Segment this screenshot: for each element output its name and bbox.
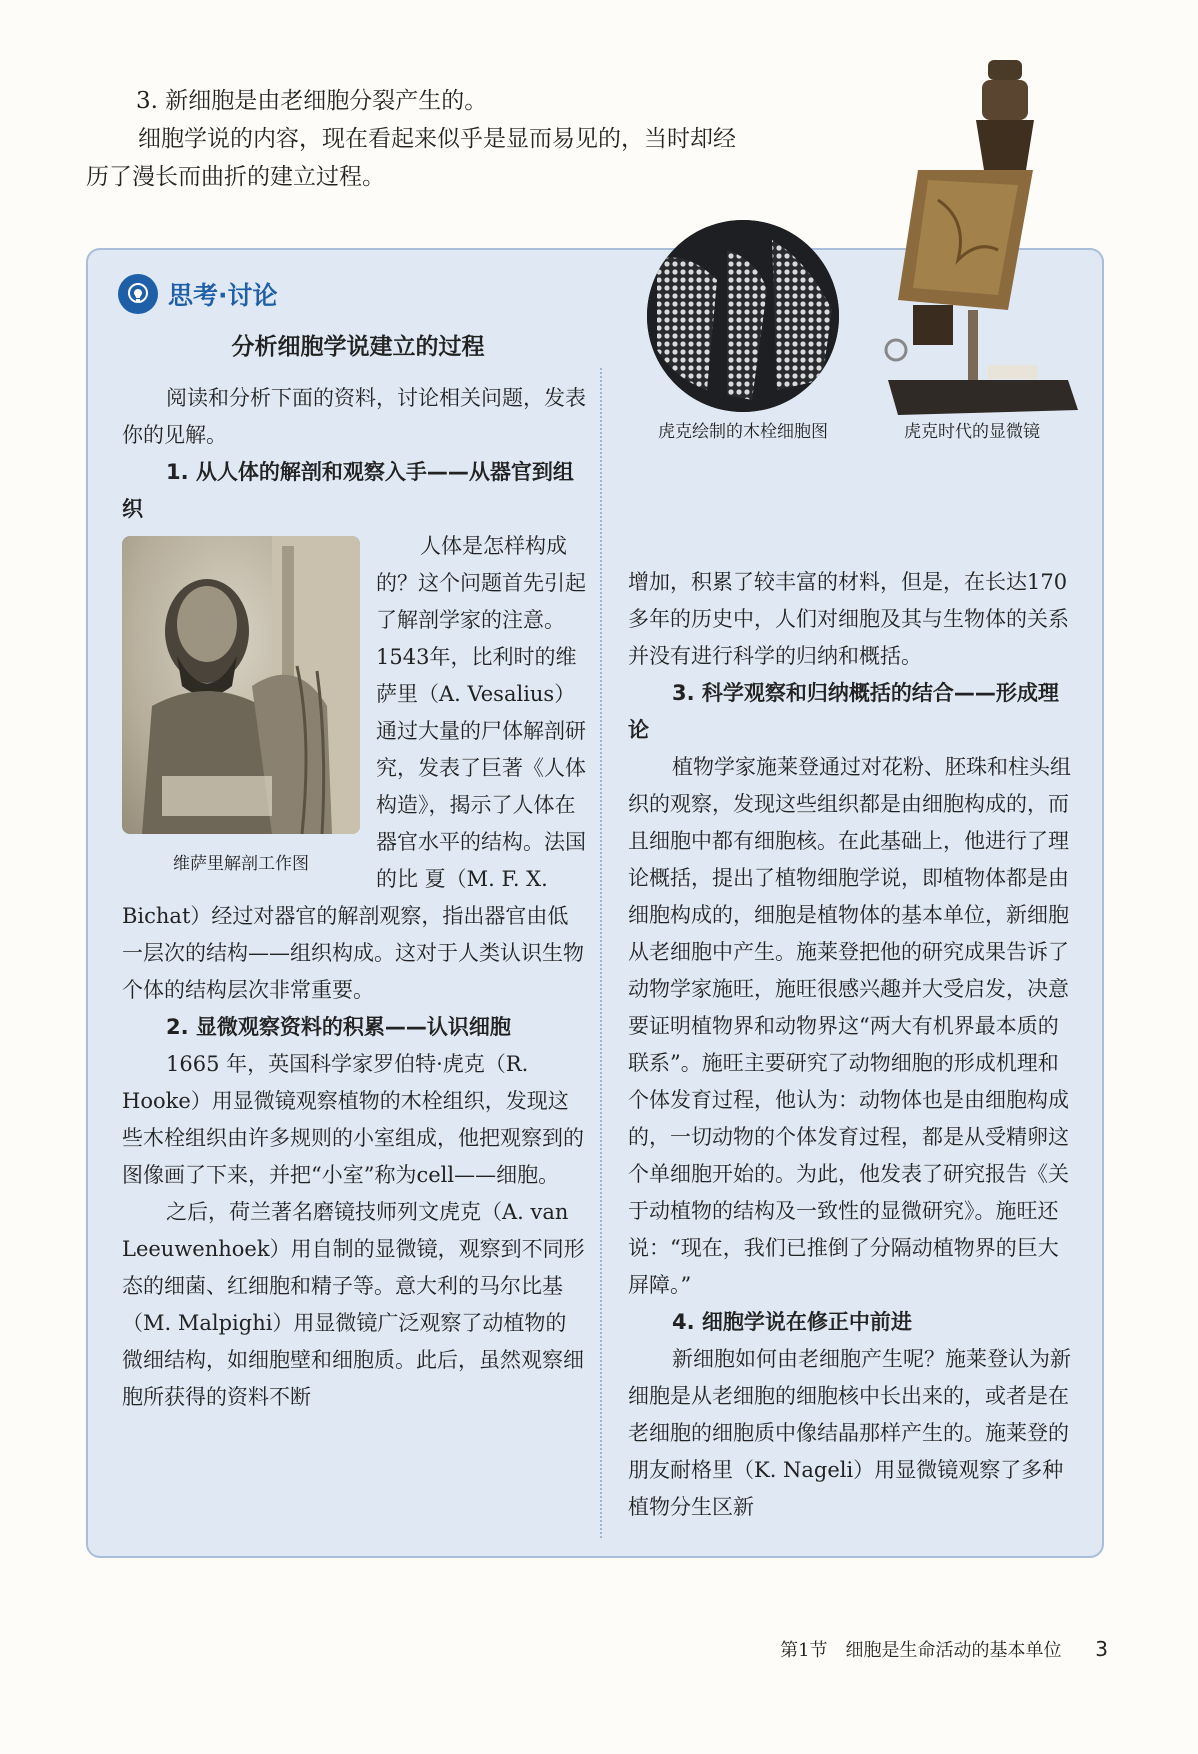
footer-section-title: 第1节 细胞是生命活动的基本单位: [780, 1640, 1062, 1661]
section1-heading: 1. 从人体的解剖和观察入手——从器官到组织: [122, 460, 574, 521]
section4-text: 新细胞如何由老细胞产生呢？施莱登认为新细胞是从老细胞的细胞核中长出来的，或者是在老细胞的细胞质中像结晶那样产生的。施莱登的朋友耐格里（K. Nageli）用显微镜观察了多种植物分生区新: [628, 1347, 1071, 1519]
right-column: [628, 564, 1076, 1526]
section3-text: 植物学家施莱登通过对花粉、胚珠和柱头组织的观察，发现这些组织都是由细胞构成的，而且细胞中都有细胞核。在此基础上，他进行了理论概括，提出了植物细胞学说，即植物体都是由细胞构成的，细胞是植物体的基本单位，新细胞从老细胞中产生。施莱登把他的研究成果告诉了动物学家施旺，施旺很感兴趣并大受启发，决意要证明植物界和动物界这“两大有机界最本质的联系”。施旺主要研究了动物细胞的形成机理和个体发育过程，他认为：动物体也是由细胞构成的，一切动物的个体发育过程，都是从受精卵这个单细胞开始的。为此，他发表了研究报告《关于动植物的结构及一致性的显微研究》。施旺还说：“现在，我们已推倒了分隔动植物界的巨大屏障。”: [628, 755, 1071, 1297]
intro-paragraph: 细胞学说的内容，现在看起来似乎是显而易见的，当时却经历了漫长而曲折的建立过程。: [86, 126, 736, 190]
section2-para1: 1665 年，英国科学家罗伯特·虎克（R. Hooke）用显微镜观察植物的木栓组织，发现这些木栓组织由许多规则的小室组成，他把观察到的图像画了下来，并把“小室”称为cell——细胞。: [122, 1052, 584, 1187]
intro-section: [86, 82, 746, 196]
vesalius-caption: 维萨里解剖工作图: [173, 854, 309, 874]
right-para1: 增加，积累了较丰富的材料，但是，在长达170多年的历史中，人们对细胞及其与生物体的关系并没有进行科学的归纳和概括。: [628, 570, 1069, 668]
section1-text: 人体是怎样构成的？这个问题首先引起了解剖学家的注意。1543年，比利时的维萨里（A. Vesalius）通过大量的尸体解剖研究，发表了巨著《人体构造》，揭示了人体在器官水平的结构。法国的比 夏（M. F. X. Bichat）经过对器官的解剖观察，指出器官由低一层次的结构——组织构成。这对于人类认识生物个体的结构层次非常重要。: [122, 534, 586, 1002]
vesalius-image: [122, 536, 360, 834]
section2-heading: 2. 显微观察资料的积累——认识细胞: [166, 1015, 511, 1039]
cork-caption: 虎克绘制的木栓细胞图: [658, 422, 828, 442]
intro-item-3: 3. 新细胞是由老细胞分裂产生的。: [136, 88, 488, 114]
discussion-box: [86, 248, 1104, 1558]
head-lightbulb-icon: [118, 274, 158, 314]
cork-cell-figure: [628, 220, 858, 442]
box-intro-text: 阅读和分析下面的资料，讨论相关问题，发表你的见解。: [122, 386, 586, 447]
vesalius-figure: [122, 536, 360, 876]
section3-heading: 3. 科学观察和归纳概括的结合——形成理论: [628, 681, 1059, 742]
microscope-caption: 虎克时代的显微镜: [904, 422, 1040, 442]
cork-cell-image: [647, 220, 839, 412]
column-divider: [600, 368, 602, 1538]
section4-heading: 4. 细胞学说在修正中前进: [672, 1310, 912, 1334]
badge-label: 思考·讨论: [168, 281, 278, 310]
microscope-figure: [858, 60, 1088, 442]
microscope-image: [858, 60, 1088, 420]
page-number: 3: [1095, 1637, 1108, 1661]
box-title: 分析细胞学说建立的过程: [231, 334, 485, 360]
section2-para2: 之后，荷兰著名磨镜技师列文虎克（A. van Leeuwenhoek）用自制的显微镜，观察到不同形态的细菌、红细胞和精子等。意大利的马尔比基（M. Malpighi）用显微镜广泛观察了动植物的微细结构，如细胞壁和细胞质。此后，虽然观察细胞所获得的资料不断: [122, 1200, 585, 1409]
left-column: [122, 380, 586, 1416]
discussion-badge: [118, 274, 278, 314]
page-footer: [780, 1636, 1108, 1662]
